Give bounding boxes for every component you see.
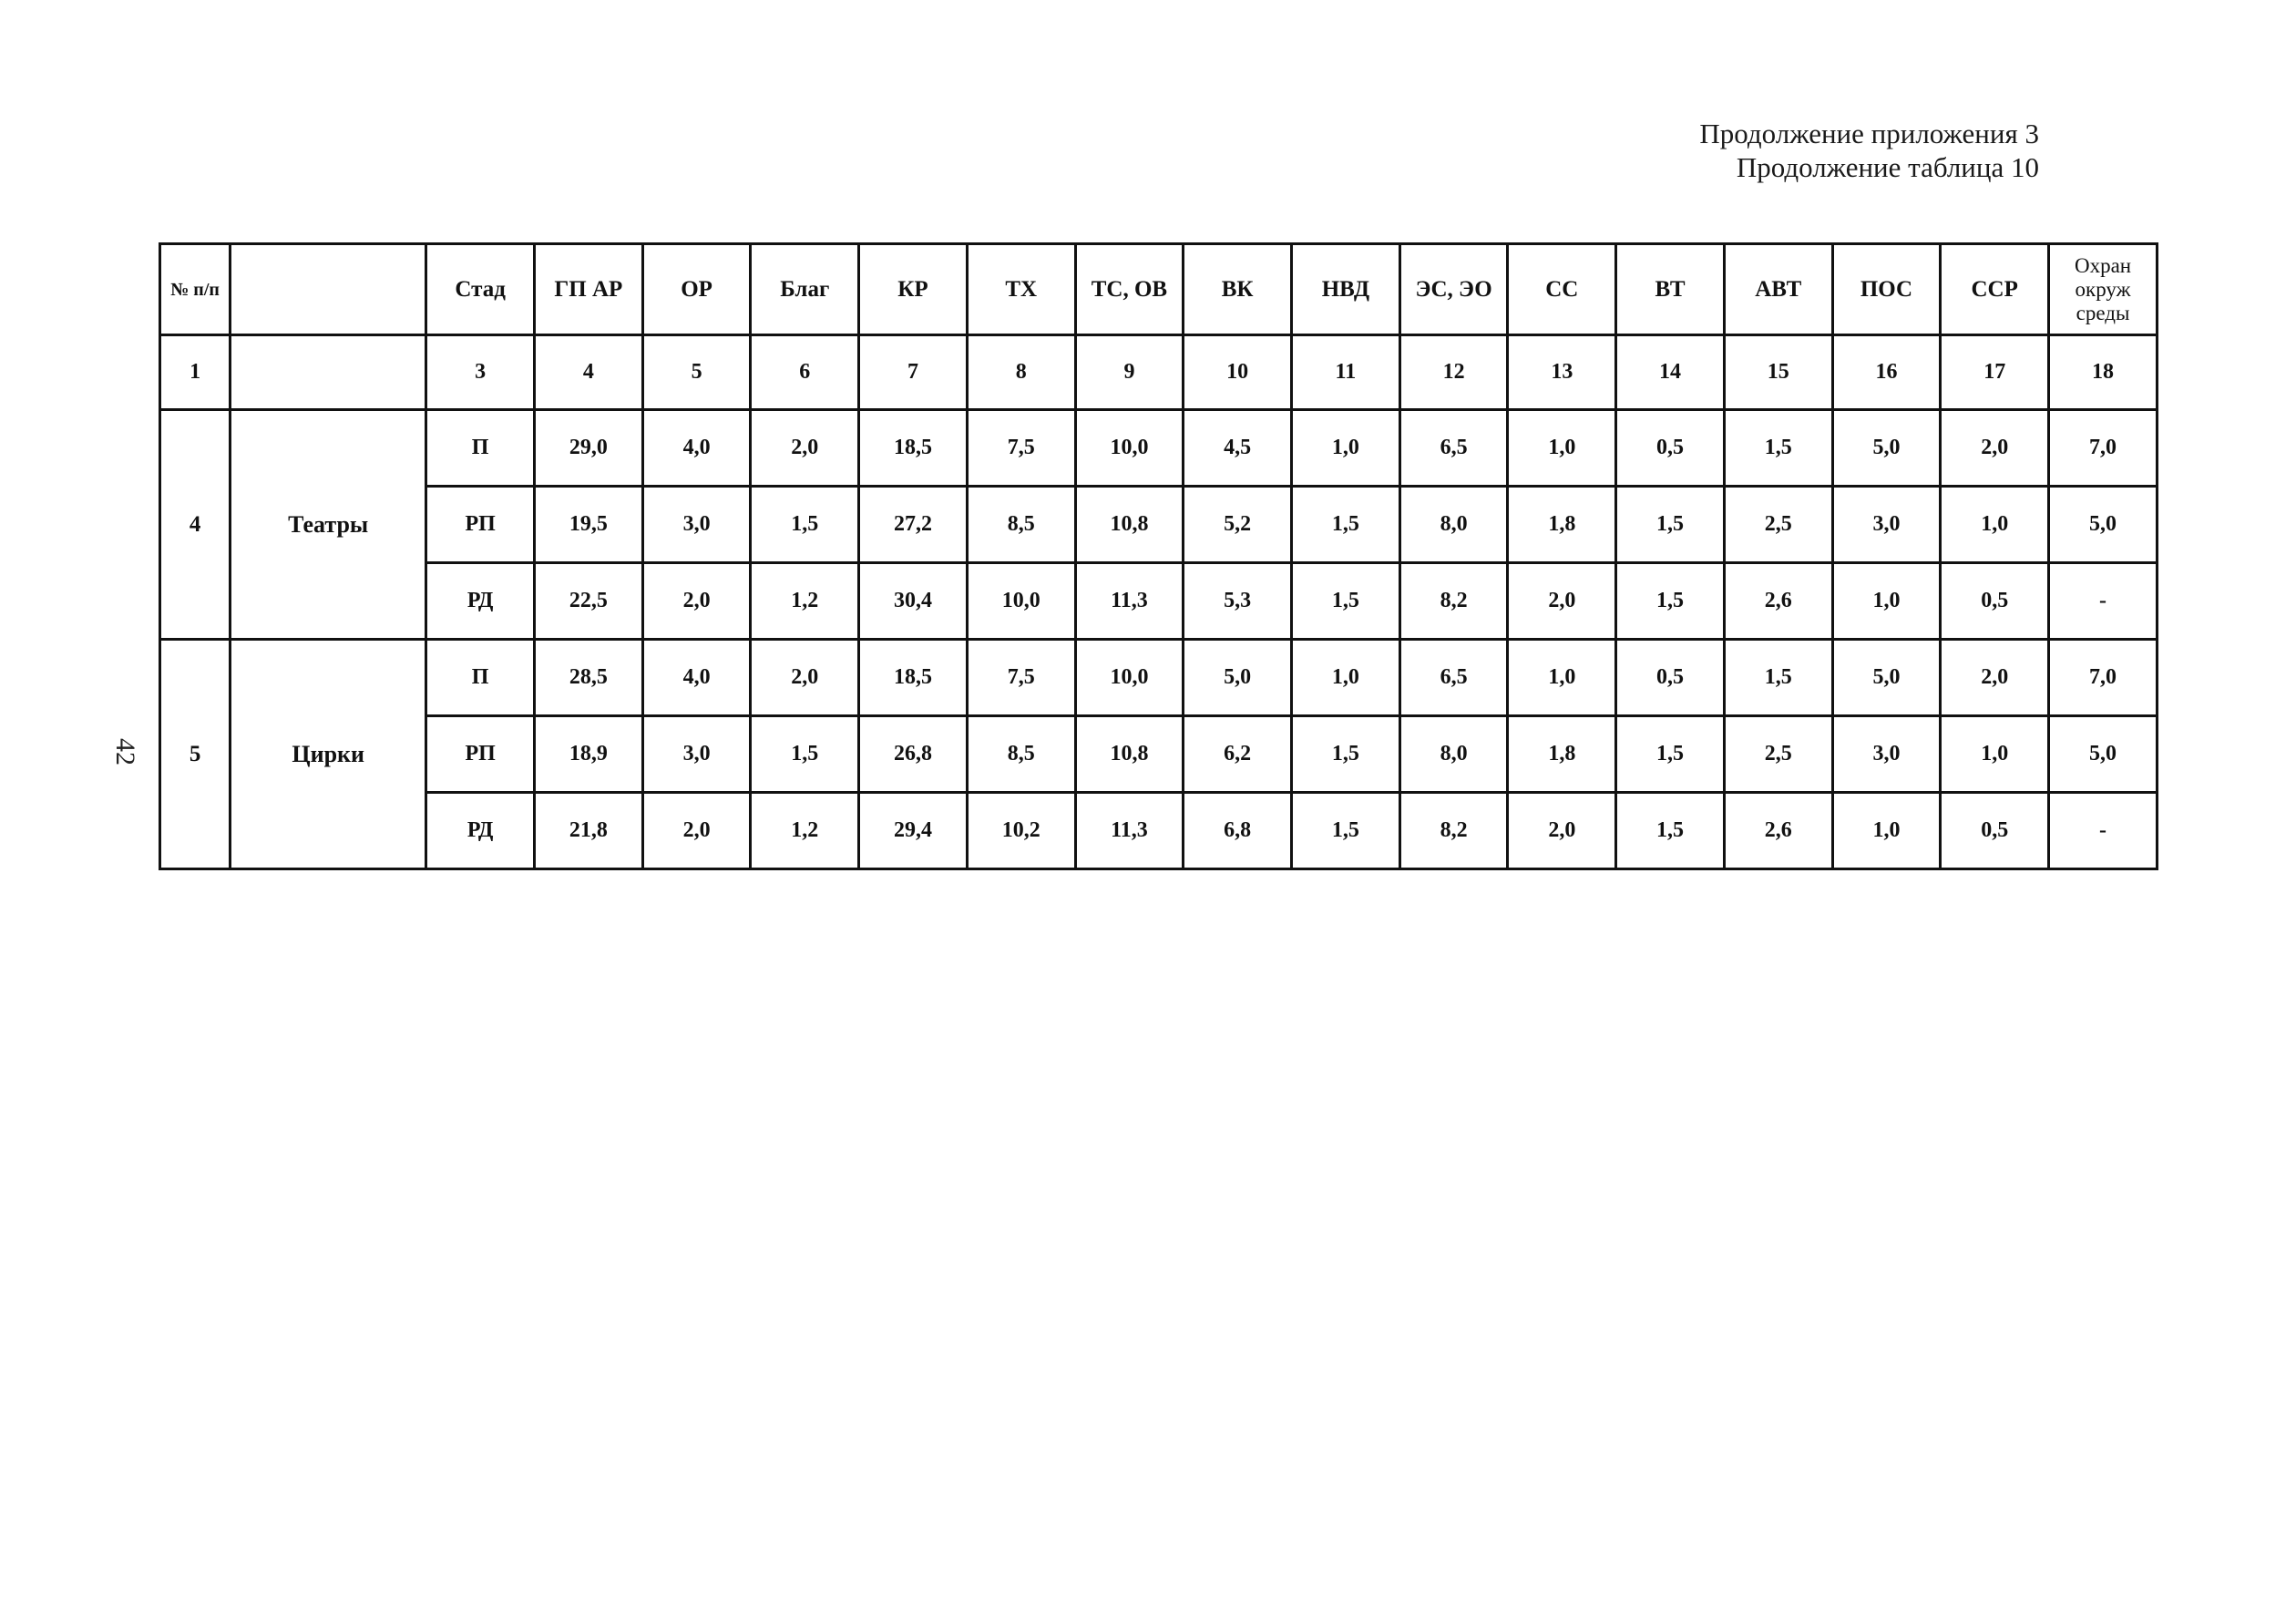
header-cell-name <box>231 244 426 335</box>
value-cell: - <box>2049 563 2158 640</box>
value-cell: 8,2 <box>1399 563 1508 640</box>
value-cell: 7,0 <box>2049 410 2158 487</box>
table-row <box>160 563 2158 640</box>
stage-cell: РП <box>426 487 535 563</box>
value-cell: 10,0 <box>1075 410 1184 487</box>
header-cell: ТХ <box>967 244 1075 335</box>
column-number: 6 <box>751 335 859 410</box>
value-cell: 1,5 <box>751 487 859 563</box>
header-cell: НВД <box>1292 244 1400 335</box>
header-row <box>160 244 2158 335</box>
column-number: 9 <box>1075 335 1184 410</box>
value-cell: 6,5 <box>1399 640 1508 716</box>
table-row <box>160 640 2158 716</box>
value-cell: 8,0 <box>1399 487 1508 563</box>
value-cell: 10,8 <box>1075 487 1184 563</box>
value-cell: 2,5 <box>1724 487 1832 563</box>
value-cell: 2,0 <box>1941 410 2049 487</box>
header-cell: ЭС, ЭО <box>1399 244 1508 335</box>
value-cell: 6,8 <box>1184 793 1292 869</box>
value-cell: 4,0 <box>642 640 751 716</box>
value-cell: 1,8 <box>1508 487 1616 563</box>
value-cell: 3,0 <box>642 487 751 563</box>
header-cell: ВК <box>1184 244 1292 335</box>
column-number: 14 <box>1616 335 1725 410</box>
value-cell: 1,0 <box>1832 563 1941 640</box>
value-cell: 1,0 <box>1292 410 1400 487</box>
value-cell: 1,8 <box>1508 716 1616 793</box>
column-number: 12 <box>1399 335 1508 410</box>
value-cell: 5,2 <box>1184 487 1292 563</box>
value-cell: 1,5 <box>1616 487 1725 563</box>
value-cell: 8,5 <box>967 716 1075 793</box>
value-cell: 29,0 <box>534 410 642 487</box>
stage-cell: П <box>426 640 535 716</box>
stage-cell: РП <box>426 716 535 793</box>
value-cell: 1,0 <box>1832 793 1941 869</box>
column-number: 16 <box>1832 335 1941 410</box>
stage-cell: П <box>426 410 535 487</box>
value-cell: 5,3 <box>1184 563 1292 640</box>
value-cell: 1,5 <box>1616 793 1725 869</box>
column-number: 8 <box>967 335 1075 410</box>
value-cell: 28,5 <box>534 640 642 716</box>
value-cell: 2,0 <box>1508 793 1616 869</box>
value-cell: 27,2 <box>859 487 968 563</box>
value-cell: 8,2 <box>1399 793 1508 869</box>
value-cell: 2,5 <box>1724 716 1832 793</box>
header-cell-nn: № п/п <box>160 244 231 335</box>
value-cell: 29,4 <box>859 793 968 869</box>
value-cell: 1,0 <box>1508 640 1616 716</box>
value-cell: 2,0 <box>642 793 751 869</box>
value-cell: 26,8 <box>859 716 968 793</box>
value-cell: 10,0 <box>967 563 1075 640</box>
value-cell: 0,5 <box>1941 563 2049 640</box>
appendix-continuation: Продолжение приложения 3 <box>1699 118 2039 149</box>
value-cell: 1,0 <box>1292 640 1400 716</box>
row-number: 5 <box>160 640 231 869</box>
value-cell: 2,0 <box>642 563 751 640</box>
value-cell: 8,5 <box>967 487 1075 563</box>
value-cell: 5,0 <box>2049 716 2158 793</box>
header-cell: КР <box>859 244 968 335</box>
value-cell: 7,0 <box>2049 640 2158 716</box>
value-cell: 6,5 <box>1399 410 1508 487</box>
value-cell: 5,0 <box>2049 487 2158 563</box>
value-cell: 0,5 <box>1616 640 1725 716</box>
column-number: 10 <box>1184 335 1292 410</box>
row-number: 4 <box>160 410 231 640</box>
page-header <box>1401 117 2039 184</box>
column-number-row <box>160 335 2158 410</box>
value-cell: 1,5 <box>1292 716 1400 793</box>
value-cell: 21,8 <box>534 793 642 869</box>
value-cell: - <box>2049 793 2158 869</box>
coefficients-table <box>159 242 2158 870</box>
value-cell: 5,0 <box>1832 640 1941 716</box>
value-cell: 2,0 <box>751 640 859 716</box>
value-cell: 2,0 <box>1941 640 2049 716</box>
value-cell: 2,6 <box>1724 563 1832 640</box>
table-row <box>160 716 2158 793</box>
value-cell: 30,4 <box>859 563 968 640</box>
column-number: 1 <box>160 335 231 410</box>
value-cell: 10,0 <box>1075 640 1184 716</box>
table-row <box>160 487 2158 563</box>
value-cell: 8,0 <box>1399 716 1508 793</box>
header-cell: ПОС <box>1832 244 1941 335</box>
value-cell: 5,0 <box>1832 410 1941 487</box>
table-row <box>160 793 2158 869</box>
value-cell: 1,5 <box>1616 716 1725 793</box>
value-cell: 3,0 <box>1832 487 1941 563</box>
value-cell: 1,5 <box>751 716 859 793</box>
column-number: 4 <box>534 335 642 410</box>
table-body <box>160 244 2158 869</box>
stage-cell: РД <box>426 793 535 869</box>
header-cell: ТС, ОВ <box>1075 244 1184 335</box>
value-cell: 19,5 <box>534 487 642 563</box>
column-number: 3 <box>426 335 535 410</box>
value-cell: 0,5 <box>1616 410 1725 487</box>
column-number: 11 <box>1292 335 1400 410</box>
value-cell: 7,5 <box>967 640 1075 716</box>
header-cell: ОР <box>642 244 751 335</box>
header-cell: ВТ <box>1616 244 1725 335</box>
stage-cell: РД <box>426 563 535 640</box>
value-cell: 3,0 <box>642 716 751 793</box>
value-cell: 10,8 <box>1075 716 1184 793</box>
value-cell: 10,2 <box>967 793 1075 869</box>
value-cell: 22,5 <box>534 563 642 640</box>
table-row <box>160 410 2158 487</box>
column-number: 5 <box>642 335 751 410</box>
value-cell: 3,0 <box>1832 716 1941 793</box>
value-cell: 1,5 <box>1724 640 1832 716</box>
value-cell: 6,2 <box>1184 716 1292 793</box>
value-cell: 1,2 <box>751 793 859 869</box>
value-cell: 1,0 <box>1941 716 2049 793</box>
value-cell: 7,5 <box>967 410 1075 487</box>
header-cell: СС <box>1508 244 1616 335</box>
value-cell: 1,5 <box>1292 793 1400 869</box>
value-cell: 2,0 <box>1508 563 1616 640</box>
value-cell: 11,3 <box>1075 793 1184 869</box>
value-cell: 18,5 <box>859 410 968 487</box>
header-cell: ГП АР <box>534 244 642 335</box>
value-cell: 1,2 <box>751 563 859 640</box>
building-type: Цирки <box>231 640 426 869</box>
table-continuation: Продолжение таблица 10 <box>1736 151 2039 183</box>
header-cell-stage: Стад <box>426 244 535 335</box>
header-cell: ССР <box>1941 244 2049 335</box>
column-number: 17 <box>1941 335 2049 410</box>
value-cell: 1,5 <box>1616 563 1725 640</box>
building-type: Театры <box>231 410 426 640</box>
value-cell: 1,0 <box>1941 487 2049 563</box>
page-number: 42 <box>110 738 140 765</box>
value-cell: 2,0 <box>751 410 859 487</box>
header-cell: АВТ <box>1724 244 1832 335</box>
value-cell: 1,0 <box>1508 410 1616 487</box>
column-number: 15 <box>1724 335 1832 410</box>
value-cell: 1,5 <box>1724 410 1832 487</box>
column-number: 13 <box>1508 335 1616 410</box>
value-cell: 4,5 <box>1184 410 1292 487</box>
column-number: 18 <box>2049 335 2158 410</box>
value-cell: 0,5 <box>1941 793 2049 869</box>
value-cell: 4,0 <box>642 410 751 487</box>
value-cell: 5,0 <box>1184 640 1292 716</box>
value-cell: 1,5 <box>1292 487 1400 563</box>
value-cell: 11,3 <box>1075 563 1184 640</box>
value-cell: 2,6 <box>1724 793 1832 869</box>
header-cell: Охран окруж среды <box>2049 244 2158 335</box>
column-number: 7 <box>859 335 968 410</box>
header-cell: Благ <box>751 244 859 335</box>
column-number <box>231 335 426 410</box>
value-cell: 18,5 <box>859 640 968 716</box>
value-cell: 1,5 <box>1292 563 1400 640</box>
value-cell: 18,9 <box>534 716 642 793</box>
